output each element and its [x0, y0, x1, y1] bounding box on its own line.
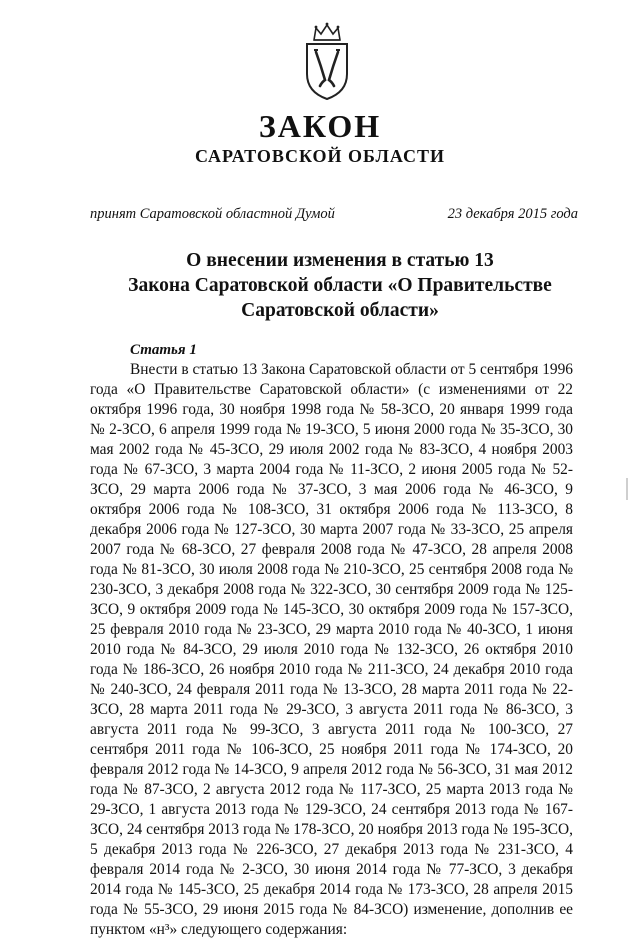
- document-subtitle: САРАТОВСКОЙ ОБЛАСТИ: [194, 146, 446, 166]
- article-label: Статья 1: [130, 342, 197, 358]
- adopted-date-text: 23 декабря 2015 года: [447, 206, 578, 222]
- scan-margin-mark: [626, 478, 628, 500]
- law-heading-line-3: Саратовской области»: [241, 300, 439, 321]
- law-heading-line-1: О внесении изменения в статью 13: [186, 250, 494, 271]
- article-body-text: Внести в статью 13 Закона Саратовской области от 5 сентября 1996 года «О Правительстве Саратовской области» (с изменениями от 22 октября 1996 года, 30 ноября 1998 года № 58-ЗСО, 20 января 1999 года № 2-ЗСО, 6 апреля 1999 года № 19-ЗСО, 5 июня 2000 года № 35-ЗСО, 30 мая 2002 года № 45-ЗСО, 29 июля 2002 года № 83-ЗСО, 4 ноября 2003 года № 67-ЗСО, 3 марта 2004 года № 11-ЗСО, 2 июня 2005 года № 52-ЗСО, 29 марта 2006 года № 37-ЗСО, 3 мая 2006 года № 46-ЗСО, 9 октября 2006 года № 108-ЗСО, 31 октября 2006 года № 113-ЗСО, 8 декабря 2006 года № 127-ЗСО, 30 марта 2007 года № 33-ЗСО, 25 апреля 2007 года № 68-ЗСО, 27 февраля 2008 года № 47-ЗСО, 28 апреля 2008 года № 81-ЗСО, 30 июля 2008 года № 210-ЗСО, 25 сентября 2008 года № 230-ЗСО, 3 декабря 2008 года № 322-ЗСО, 30 сентября 2009 года № 125-ЗСО, 9 октября 2009 года № 145-ЗСО, 30 октября 2009 года № 157-ЗСО, 25 февраля 2010 года № 23-ЗСО, 29 марта 2010 года № 40-ЗСО, 1 июня 2010 года № 84-ЗСО, 29 июля 2010 года № 132-ЗСО, 26 октября 2010 года № 186-ЗСО, 26 ноября 2010 года № 211-ЗСО, 24 декабря 2010 года № 240-ЗСО, 24 февраля 2011 года № 13-ЗСО, 28 марта 2011 года № 22-ЗСО, 28 марта 2011 года № 29-ЗСО, 3 августа 2011 года № 86-ЗСО, 3 августа 2011 года № 99-ЗСО, 3 августа 2011 года № 100-ЗСО, 27 сентября 2011 года № 106-ЗСО, 25 ноября 2011 года № 174-ЗСО, 20 февраля 2012 года № 14-ЗСО, 9 апреля 2012 года № 56-ЗСО, 31 мая 2012 года № 87-ЗСО, 2 августа 2012 года № 117-ЗСО, 25 марта 2013 года № 29-ЗСО, 1 августа 2013 года № 129-ЗСО, 24 сентября 2013 года № 167-ЗСО, 24 сентября 2013 года № 178-ЗСО, 20 ноября 2013 года № 195-ЗСО, 5 декабря 2013 года № 226-ЗСО, 27 декабря 2013 года № 231-ЗСО, 4 февраля 2014 года № 2-ЗСО, 30 июня 2014 года № 77-ЗСО, 3 декабря 2014 года № 145-ЗСО, 25 декабря 2014 года № 173-ЗСО, 28 апреля 2015 года № 55-ЗСО, 29 июня 2015 года № 84-ЗСО) изменение, дополнив ее пунктом «н³» следующего содержания:: [90, 361, 573, 938]
- saratov-coat-of-arms-emblem: [300, 22, 354, 102]
- law-heading: [90, 248, 590, 323]
- law-heading-line-2: Закона Саратовской области «О Правительстве: [128, 275, 552, 296]
- adopted-by-text: принят Саратовской областной Думой: [90, 206, 335, 222]
- document-title: ЗАКОН: [258, 108, 382, 144]
